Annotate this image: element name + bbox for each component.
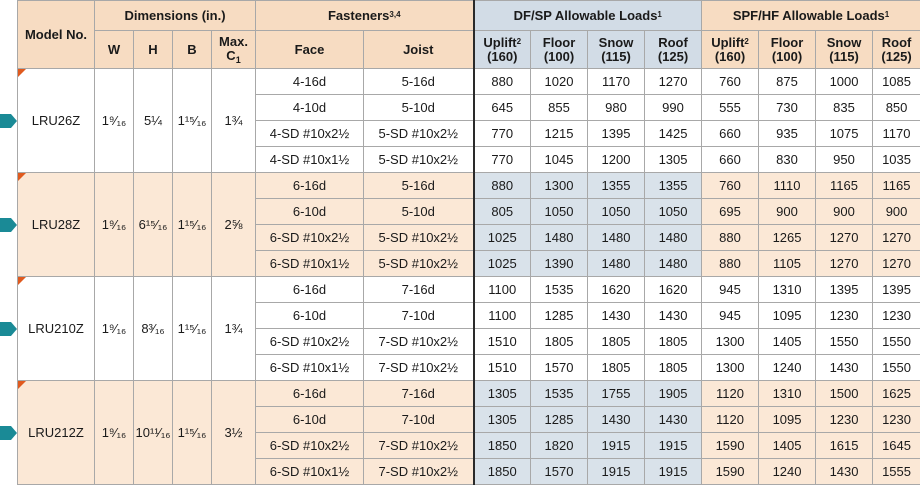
df-floor: 1045 (531, 147, 588, 173)
dimension-b: 1¹⁵⁄₁₆ (173, 69, 212, 173)
df-uplift: 1305 (474, 381, 531, 407)
spf-uplift: 660 (702, 147, 759, 173)
spf-floor: 1240 (759, 459, 816, 485)
fastener-joist: 7-SD #10x2½ (364, 355, 474, 381)
header-df-floor: Floor (100) (531, 31, 588, 69)
spf-snow: 1270 (816, 251, 873, 277)
fastener-joist: 5-SD #10x2½ (364, 251, 474, 277)
spf-roof: 1555 (873, 459, 920, 485)
spf-snow: 1500 (816, 381, 873, 407)
df-uplift: 880 (474, 173, 531, 199)
df-roof: 1430 (645, 407, 702, 433)
df-snow: 1480 (588, 251, 645, 277)
model-number (18, 173, 95, 277)
df-roof: 1805 (645, 355, 702, 381)
header-face: Face (256, 31, 364, 69)
spf-roof: 1170 (873, 121, 920, 147)
fastener-face: 6-16d (256, 277, 364, 303)
spf-uplift: 695 (702, 199, 759, 225)
dimension-c1: 3½ (212, 381, 256, 485)
df-floor: 1805 (531, 329, 588, 355)
corner-flag-icon (18, 69, 26, 77)
table-row (18, 69, 920, 95)
df-snow: 1170 (588, 69, 645, 95)
arrow-marker-icon (0, 112, 17, 130)
spf-roof: 1550 (873, 329, 920, 355)
fastener-joist: 7-SD #10x2½ (364, 459, 474, 485)
spf-roof: 1165 (873, 173, 920, 199)
df-uplift: 645 (474, 95, 531, 121)
model-number (18, 69, 95, 173)
spf-roof: 850 (873, 95, 920, 121)
df-roof: 1355 (645, 173, 702, 199)
spf-snow: 835 (816, 95, 873, 121)
df-roof: 1305 (645, 147, 702, 173)
df-roof: 1270 (645, 69, 702, 95)
arrow-marker-icon (0, 320, 17, 338)
df-floor: 1820 (531, 433, 588, 459)
df-roof: 1915 (645, 459, 702, 485)
spf-uplift: 945 (702, 277, 759, 303)
header-joist: Joist (364, 31, 474, 69)
model-label: LRU28Z (32, 217, 80, 232)
df-floor: 1020 (531, 69, 588, 95)
df-floor: 1535 (531, 381, 588, 407)
fastener-face: 4-16d (256, 69, 364, 95)
header-h: H (134, 31, 173, 69)
table-body (18, 69, 920, 485)
spf-floor: 830 (759, 147, 816, 173)
df-roof: 1905 (645, 381, 702, 407)
df-uplift: 1510 (474, 355, 531, 381)
dimension-h: 10¹¹⁄₁₆ (134, 381, 173, 485)
header-max-c1: Max. $C_1$ (212, 31, 256, 69)
dimension-c1: 1¾ (212, 277, 256, 381)
df-roof: 1480 (645, 251, 702, 277)
df-snow: 1200 (588, 147, 645, 173)
header-df-snow: Snow (115) (588, 31, 645, 69)
spf-uplift: 880 (702, 251, 759, 277)
fastener-face: 6-16d (256, 381, 364, 407)
model-label: LRU210Z (28, 321, 84, 336)
fastener-joist: 7-SD #10x2½ (364, 329, 474, 355)
table-row (18, 277, 920, 303)
df-uplift: 1305 (474, 407, 531, 433)
dimension-b: 1¹⁵⁄₁₆ (173, 381, 212, 485)
df-uplift: 1510 (474, 329, 531, 355)
spf-roof: 1035 (873, 147, 920, 173)
fastener-joist: 5-SD #10x2½ (364, 225, 474, 251)
spf-floor: 1095 (759, 407, 816, 433)
header-spf-floor: Floor (100) (759, 31, 816, 69)
header-dimensions: Dimensions (in.) (95, 1, 256, 31)
header-spf-uplift: Uplift$^2$ (160) (702, 31, 759, 69)
fastener-face: 6-SD #10x2½ (256, 225, 364, 251)
spf-snow: 1430 (816, 355, 873, 381)
fastener-joist: 7-10d (364, 303, 474, 329)
spf-floor: 935 (759, 121, 816, 147)
corner-flag-icon (18, 277, 26, 285)
df-uplift: 1850 (474, 433, 531, 459)
fastener-joist: 5-SD #10x2½ (364, 121, 474, 147)
df-floor: 1050 (531, 199, 588, 225)
spf-floor: 900 (759, 199, 816, 225)
spf-snow: 900 (816, 199, 873, 225)
table-row (18, 173, 920, 199)
df-snow: 1050 (588, 199, 645, 225)
header-b: B (173, 31, 212, 69)
fastener-face: 6-SD #10x1½ (256, 355, 364, 381)
spf-uplift: 880 (702, 225, 759, 251)
spf-snow: 1165 (816, 173, 873, 199)
dimension-w: 1⁹⁄₁₆ (95, 381, 134, 485)
fastener-joist: 7-16d (364, 277, 474, 303)
df-uplift: 805 (474, 199, 531, 225)
fastener-face: 6-10d (256, 303, 364, 329)
dimension-h: 5¼ (134, 69, 173, 173)
spf-snow: 1395 (816, 277, 873, 303)
spf-floor: 1095 (759, 303, 816, 329)
df-uplift: 1100 (474, 303, 531, 329)
header-spf-roof: Roof (125) (873, 31, 920, 69)
df-uplift: 1100 (474, 277, 531, 303)
spf-roof: 1230 (873, 407, 920, 433)
spf-snow: 1000 (816, 69, 873, 95)
spf-snow: 1230 (816, 303, 873, 329)
fastener-face: 6-10d (256, 407, 364, 433)
spf-floor: 1265 (759, 225, 816, 251)
dimension-c1: 1¾ (212, 69, 256, 173)
spf-floor: 1110 (759, 173, 816, 199)
spf-roof: 1395 (873, 277, 920, 303)
corner-flag-icon (18, 381, 26, 389)
dimension-h: 8³⁄₁₆ (134, 277, 173, 381)
fastener-joist: 5-10d (364, 199, 474, 225)
df-floor: 1285 (531, 407, 588, 433)
df-snow: 1430 (588, 407, 645, 433)
header-spfhf-loads: SPF/HF Allowable Loads$^1$ (702, 1, 920, 31)
dimension-h: 6¹⁵⁄₁₆ (134, 173, 173, 277)
spf-roof: 1230 (873, 303, 920, 329)
spf-uplift: 1120 (702, 407, 759, 433)
spf-uplift: 1300 (702, 355, 759, 381)
df-snow: 1480 (588, 225, 645, 251)
spf-snow: 1270 (816, 225, 873, 251)
spf-roof: 1645 (873, 433, 920, 459)
spf-uplift: 945 (702, 303, 759, 329)
spf-roof: 1270 (873, 251, 920, 277)
spf-uplift: 1300 (702, 329, 759, 355)
spf-uplift: 555 (702, 95, 759, 121)
fastener-joist: 5-10d (364, 95, 474, 121)
model-label: LRU26Z (32, 113, 80, 128)
spf-snow: 1075 (816, 121, 873, 147)
header-spf-snow: Snow (115) (816, 31, 873, 69)
model-label: LRU212Z (28, 425, 84, 440)
df-roof: 1915 (645, 433, 702, 459)
df-floor: 1570 (531, 459, 588, 485)
fastener-face: 6-SD #10x2½ (256, 433, 364, 459)
df-snow: 1430 (588, 303, 645, 329)
df-uplift: 770 (474, 121, 531, 147)
df-uplift: 1850 (474, 459, 531, 485)
spf-roof: 1270 (873, 225, 920, 251)
spf-floor: 730 (759, 95, 816, 121)
df-roof: 1425 (645, 121, 702, 147)
spf-uplift: 1120 (702, 381, 759, 407)
arrow-marker-icon (0, 424, 17, 442)
dimension-c1: 2⅝ (212, 173, 256, 277)
df-floor: 1285 (531, 303, 588, 329)
dimension-w: 1⁹⁄₁₆ (95, 173, 134, 277)
df-snow: 1915 (588, 459, 645, 485)
df-uplift: 1025 (474, 251, 531, 277)
fastener-joist: 5-SD #10x2½ (364, 147, 474, 173)
header-dfsp-loads: DF/SP Allowable Loads$^1$ (474, 1, 702, 31)
df-snow: 1620 (588, 277, 645, 303)
spf-uplift: 1590 (702, 433, 759, 459)
spf-roof: 1625 (873, 381, 920, 407)
header-w: W (95, 31, 134, 69)
df-snow: 1395 (588, 121, 645, 147)
spf-snow: 950 (816, 147, 873, 173)
df-roof: 990 (645, 95, 702, 121)
spf-floor: 1405 (759, 329, 816, 355)
df-roof: 1480 (645, 225, 702, 251)
df-roof: 1620 (645, 277, 702, 303)
spf-roof: 900 (873, 199, 920, 225)
df-floor: 1300 (531, 173, 588, 199)
table-row (18, 381, 920, 407)
header-fasteners: Fasteners$^{3,4}$ (256, 1, 474, 31)
fastener-face: 4-10d (256, 95, 364, 121)
arrow-marker-icon (0, 216, 17, 234)
spf-roof: 1550 (873, 355, 920, 381)
spf-floor: 875 (759, 69, 816, 95)
df-floor: 1480 (531, 225, 588, 251)
df-floor: 1570 (531, 355, 588, 381)
load-table-container (17, 0, 920, 483)
df-snow: 1915 (588, 433, 645, 459)
dimension-w: 1⁹⁄₁₆ (95, 277, 134, 381)
spf-floor: 1105 (759, 251, 816, 277)
header-model: Model No. (18, 1, 95, 69)
df-snow: 1805 (588, 329, 645, 355)
spf-roof: 1085 (873, 69, 920, 95)
spf-snow: 1430 (816, 459, 873, 485)
fastener-joist: 7-10d (364, 407, 474, 433)
spf-snow: 1615 (816, 433, 873, 459)
allowable-loads-table (17, 0, 920, 485)
dimension-b: 1¹⁵⁄₁₆ (173, 277, 212, 381)
model-number (18, 277, 95, 381)
df-uplift: 1025 (474, 225, 531, 251)
spf-uplift: 760 (702, 69, 759, 95)
fastener-joist: 7-16d (364, 381, 474, 407)
df-snow: 980 (588, 95, 645, 121)
df-floor: 1215 (531, 121, 588, 147)
spf-floor: 1405 (759, 433, 816, 459)
df-roof: 1430 (645, 303, 702, 329)
spf-snow: 1550 (816, 329, 873, 355)
fastener-face: 6-SD #10x1½ (256, 251, 364, 277)
spf-floor: 1310 (759, 381, 816, 407)
df-uplift: 770 (474, 147, 531, 173)
fastener-joist: 5-16d (364, 173, 474, 199)
fastener-joist: 7-SD #10x2½ (364, 433, 474, 459)
fastener-face: 4-SD #10x2½ (256, 121, 364, 147)
fastener-face: 4-SD #10x1½ (256, 147, 364, 173)
fastener-face: 6-SD #10x2½ (256, 329, 364, 355)
spf-floor: 1240 (759, 355, 816, 381)
spf-uplift: 1590 (702, 459, 759, 485)
dimension-w: 1⁹⁄₁₆ (95, 69, 134, 173)
df-floor: 1390 (531, 251, 588, 277)
df-snow: 1355 (588, 173, 645, 199)
spf-uplift: 660 (702, 121, 759, 147)
spf-snow: 1230 (816, 407, 873, 433)
spf-floor: 1310 (759, 277, 816, 303)
dimension-b: 1¹⁵⁄₁₆ (173, 173, 212, 277)
df-floor: 1535 (531, 277, 588, 303)
df-snow: 1805 (588, 355, 645, 381)
spf-uplift: 760 (702, 173, 759, 199)
fastener-face: 6-SD #10x1½ (256, 459, 364, 485)
model-number (18, 381, 95, 485)
header-df-roof: Roof (125) (645, 31, 702, 69)
df-floor: 855 (531, 95, 588, 121)
corner-flag-icon (18, 173, 26, 181)
fastener-face: 6-16d (256, 173, 364, 199)
fastener-face: 6-10d (256, 199, 364, 225)
df-snow: 1755 (588, 381, 645, 407)
fastener-joist: 5-16d (364, 69, 474, 95)
df-roof: 1050 (645, 199, 702, 225)
df-roof: 1805 (645, 329, 702, 355)
header-df-uplift: Uplift$^2$ (160) (474, 31, 531, 69)
df-uplift: 880 (474, 69, 531, 95)
